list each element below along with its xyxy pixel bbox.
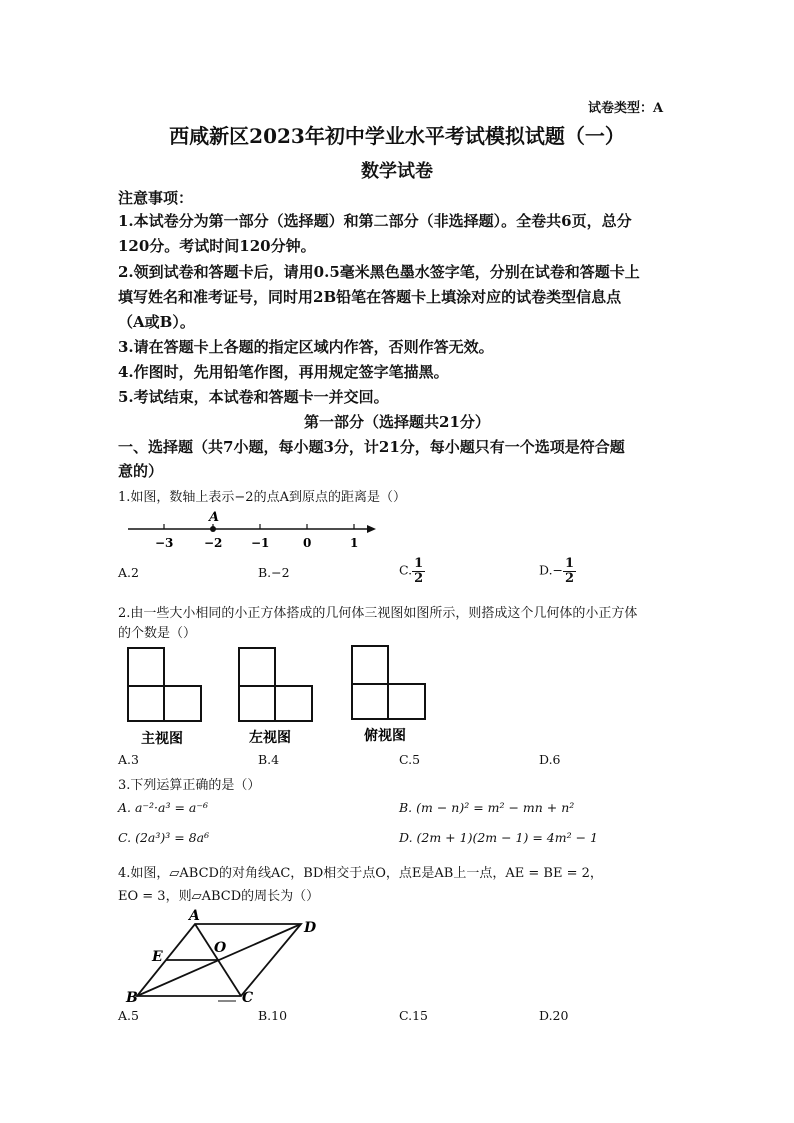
tick-label: 0 xyxy=(303,536,312,550)
q1-option-c[interactable] xyxy=(399,557,425,585)
fraction: $\frac{1}{2}$ xyxy=(414,556,424,586)
top-view-shape xyxy=(352,646,425,719)
q4-option-c[interactable]: C.15 xyxy=(399,1008,428,1023)
section-heading-cont: 意的） xyxy=(118,462,164,480)
vertex-d-label: D xyxy=(304,920,317,936)
paper-type-label: 试卷类型：A xyxy=(588,101,664,116)
tick-label: −3 xyxy=(155,536,174,550)
note-line: （A或B）。 xyxy=(118,313,195,331)
notes-heading: 注意事项： xyxy=(118,189,194,207)
note-line: 填写姓名和准考证号，同时用2B铅笔在答题卡上填涂对应的试卷类型信息点 xyxy=(118,288,622,306)
note-line: 120分。考试时间120分钟。 xyxy=(118,237,316,255)
q2-option-c[interactable]: C.5 xyxy=(399,752,421,767)
q3-option-c[interactable]: C. (2a³)³ = 8a⁶ xyxy=(118,830,210,845)
front-view-label: 主视图 xyxy=(141,731,183,747)
q3-option-a[interactable]: A. a⁻²·a³ = a⁻⁶ xyxy=(118,800,208,815)
q4-option-a[interactable]: A.5 xyxy=(118,1008,139,1023)
number-line-arrow xyxy=(367,525,376,533)
point-o-label: O xyxy=(214,940,227,956)
left-view-shape xyxy=(239,648,312,721)
note-line: 2.领到试卷和答题卡后，请用0.5毫米黑色墨水签字笔，分别在试卷和答题卡上 xyxy=(118,263,640,281)
q1-option-d[interactable] xyxy=(539,557,576,585)
q1-option-b[interactable]: B.−2 xyxy=(258,565,290,580)
question-1-stem: 1.如图，数轴上表示−2的点A到原点的距离是（） xyxy=(118,490,406,505)
q4-option-d[interactable]: D.20 xyxy=(539,1008,569,1023)
part-title: 第一部分（选择题共21分） xyxy=(304,413,490,431)
question-2-stem-cont: 的个数是（） xyxy=(118,626,197,641)
q3-option-b[interactable]: B. (m − n)² = m² − mn + n² xyxy=(399,800,575,815)
page-subtitle: 数学试卷 xyxy=(361,161,433,182)
q1-option-d-prefix: D.− xyxy=(539,562,564,578)
vertex-b-label: B xyxy=(126,990,138,1006)
q3-option-d[interactable]: D. (2m + 1)(2m − 1) = 4m² − 1 xyxy=(399,830,598,845)
note-line: 3.请在答题卡上各题的指定区域内作答，否则作答无效。 xyxy=(118,338,494,356)
question-4-stem-cont: EO = 3，则▱ABCD的周长为（） xyxy=(118,889,320,904)
point-e-label: E xyxy=(152,949,163,965)
left-view-label: 左视图 xyxy=(249,730,291,746)
q1-option-a[interactable]: A.2 xyxy=(118,565,139,580)
question-2-stem: 2.由一些大小相同的小正方体搭成的几何体三视图如图所示，则搭成这个几何体的小正方体 xyxy=(118,606,638,621)
q2-option-d[interactable]: D.6 xyxy=(539,752,561,767)
note-line: 5.考试结束，本试卷和答题卡一并交回。 xyxy=(118,388,389,406)
top-view-label: 俯视图 xyxy=(364,728,406,744)
vertex-a-label: A xyxy=(189,908,200,924)
parallelogram-figure xyxy=(118,905,328,1007)
three-views-figure xyxy=(118,642,448,750)
tick-label: −1 xyxy=(251,536,270,550)
section-heading: 一、选择题（共7小题，每小题3分，计21分，每小题只有一个选项是符合题 xyxy=(118,438,625,456)
number-line-figure xyxy=(118,508,388,556)
fraction: $\frac{1}{2}$ xyxy=(565,556,575,586)
q4-option-b[interactable]: B.10 xyxy=(258,1008,288,1023)
page-title: 西咸新区2023年初中学业水平考试模拟试题（一） xyxy=(169,124,625,148)
q2-option-a[interactable]: A.3 xyxy=(118,752,139,767)
front-view-shape xyxy=(128,648,201,721)
note-line: 4.作图时，先用铅笔作图，再用规定签字笔描黑。 xyxy=(118,363,449,381)
note-line: 1.本试卷分为第一部分（选择题）和第二部分（非选择题）。全卷共6页，总分 xyxy=(118,212,632,230)
question-4-stem: 4.如图，▱ABCD的对角线AC，BD相交于点O，点E是AB上一点，AE = BE = 2， xyxy=(118,866,603,881)
q2-option-b[interactable]: B.4 xyxy=(258,752,280,767)
vertex-c-label: C xyxy=(242,990,254,1006)
tick-label: 1 xyxy=(350,536,359,550)
q1-option-c-prefix: C. xyxy=(399,562,413,578)
point-a-label: A xyxy=(209,510,220,525)
tick-label: −2 xyxy=(204,536,223,550)
point-a-dot xyxy=(210,526,216,532)
question-3-stem: 3.下列运算正确的是（） xyxy=(118,778,261,793)
